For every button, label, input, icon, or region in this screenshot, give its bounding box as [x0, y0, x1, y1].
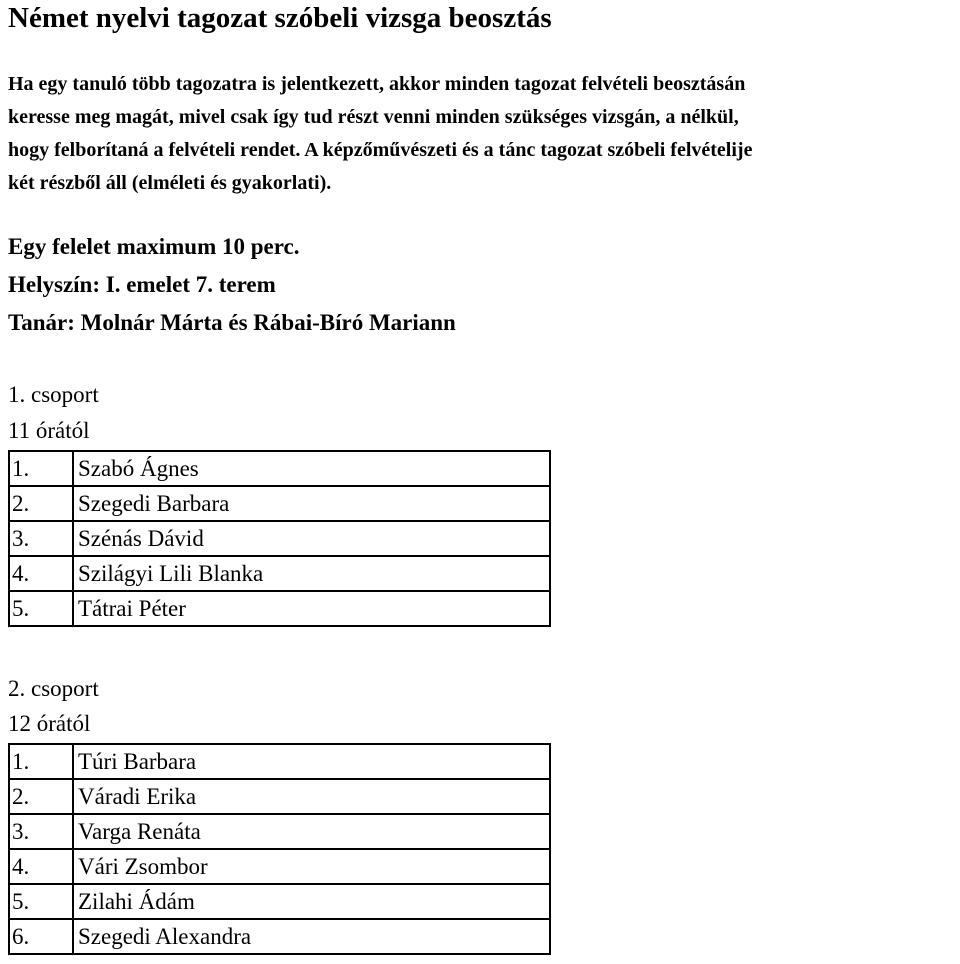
table-row — [9, 884, 550, 919]
student-name: Váradi Erika — [73, 779, 550, 814]
table-row — [9, 521, 550, 556]
student-number: 2. — [9, 486, 73, 521]
intro-paragraph — [8, 68, 958, 200]
table-row — [9, 486, 550, 521]
group-2-name: 2. csoport — [8, 676, 99, 701]
student-number: 3. — [9, 521, 73, 556]
intro-line: keresse meg magát, mivel csak így tud részt venni minden szükséges vizsgán, a nélkül, — [8, 106, 739, 128]
exam-teachers: Tanár: Molnár Márta és Rábai-Bíró Mariann — [8, 310, 456, 335]
table-row — [9, 744, 550, 779]
student-number: 5. — [9, 591, 73, 626]
student-name: Vári Zsombor — [73, 849, 550, 884]
group-2-student-table — [8, 743, 551, 955]
table-row — [9, 779, 550, 814]
page-title: Német nyelvi tagozat szóbeli vizsga beosztás — [8, 2, 552, 34]
student-name: Szénás Dávid — [73, 521, 550, 556]
student-number: 1. — [9, 744, 73, 779]
intro-line: Ha egy tanuló több tagozatra is jelentkezett, akkor minden tagozat felvételi beosztásán — [8, 73, 746, 95]
table-row — [9, 849, 550, 884]
student-number: 1. — [9, 451, 73, 486]
student-number: 4. — [9, 556, 73, 591]
group-2-time: 12 órától — [8, 711, 91, 736]
student-name: Szilágyi Lili Blanka — [73, 556, 550, 591]
table-row — [9, 451, 550, 486]
exam-location: Helyszín: I. emelet 7. terem — [8, 272, 276, 297]
student-name: Szegedi Barbara — [73, 486, 550, 521]
student-name: Zilahi Ádám — [73, 884, 550, 919]
group-1-student-table — [8, 450, 551, 627]
student-name: Túri Barbara — [73, 744, 550, 779]
student-number: 5. — [9, 884, 73, 919]
intro-line: két részből áll (elméleti és gyakorlati). — [8, 172, 332, 194]
table-row — [9, 591, 550, 626]
student-number: 2. — [9, 779, 73, 814]
student-name: Szabó Ágnes — [73, 451, 550, 486]
student-number: 4. — [9, 849, 73, 884]
group-1-name: 1. csoport — [8, 382, 99, 407]
table-row — [9, 556, 550, 591]
intro-line: hogy felborítaná a felvételi rendet. A képzőművészeti és a tánc tagozat szóbeli felvételije — [8, 139, 753, 161]
group-1-time: 11 órától — [8, 418, 90, 443]
student-name: Tátrai Péter — [73, 591, 550, 626]
student-name: Szegedi Alexandra — [73, 919, 550, 954]
student-name: Varga Renáta — [73, 814, 550, 849]
table-row — [9, 919, 550, 954]
student-number: 3. — [9, 814, 73, 849]
student-number: 6. — [9, 919, 73, 954]
table-row — [9, 814, 550, 849]
exam-duration: Egy felelet maximum 10 perc. — [8, 234, 300, 259]
